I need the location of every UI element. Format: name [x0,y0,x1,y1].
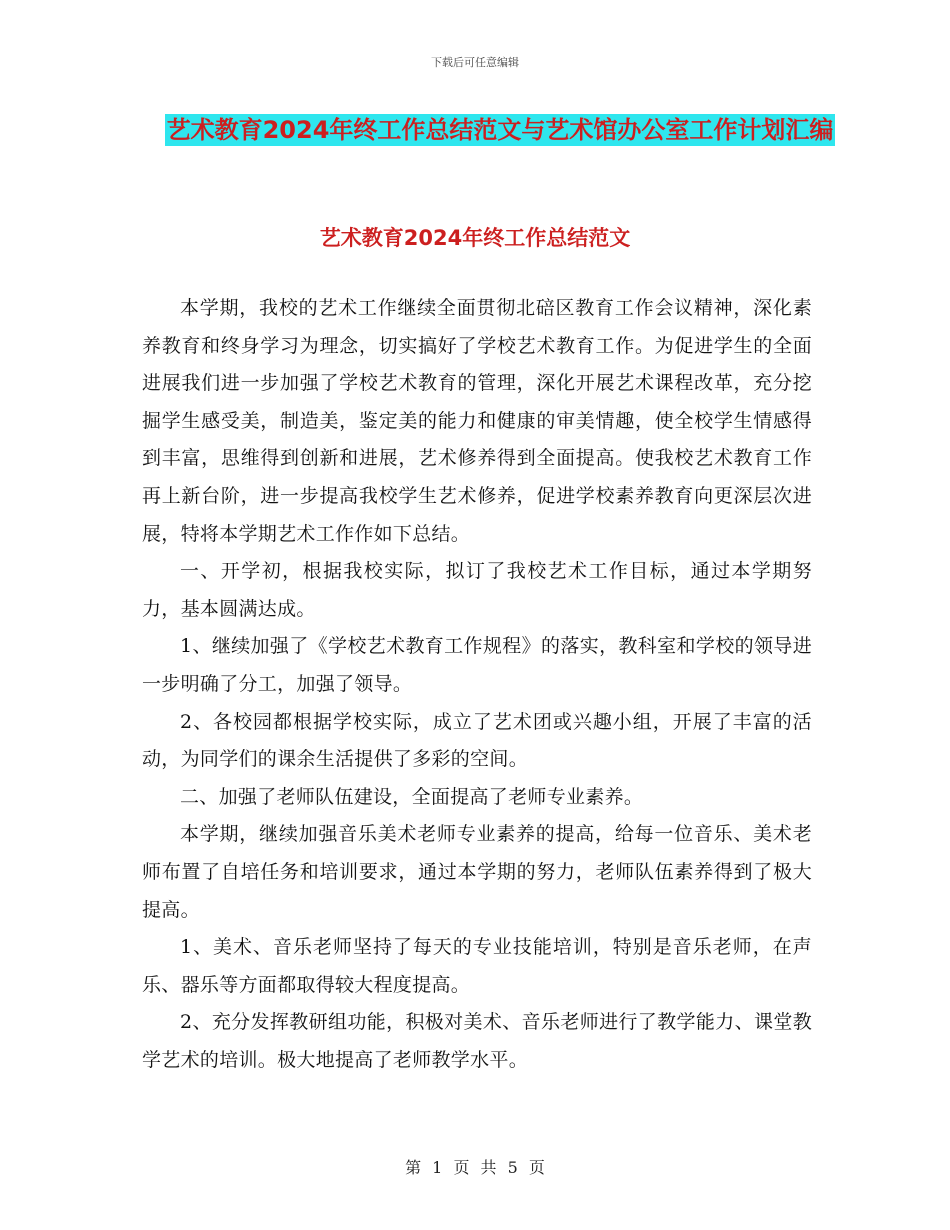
page-number-footer: 第 1 页 共 5 页 [405,1158,545,1177]
header-note: 下载后可任意编辑 [431,56,519,69]
paragraph: 本学期，继续加强音乐美术老师专业素养的提高，给每一位音乐、美术老师布置了自培任务和培训要求，通过本学期的努力，老师队伍素养得到了极大提高。 [142,823,812,921]
paragraph: 一、开学初，根据我校实际，拟订了我校艺术工作目标，通过本学期努力，基本圆满达成。 [142,560,812,620]
document-title [120,110,880,150]
paragraph: 2、各校园都根据学校实际，成立了艺术团或兴趣小组，开展了丰富的活动，为同学们的课余生活提供了多彩的空间。 [142,710,812,771]
paragraph: 1、继续加强了《学校艺术教育工作规程》的落实，教科室和学校的领导进一步明确了分工，加强了领导。 [142,635,812,695]
document-body [142,290,812,1079]
paragraph: 本学期，我校的艺术工作继续全面贯彻北碚区教育工作会议精神，深化素养教育和终身学习为理念，切实搞好了学校艺术教育工作。为促进学生的全面进展我们进一步加强了学校艺术教育的管理，深化开展艺术课程改革，充分挖掘学生感受美，制造美，鉴定美的能力和健康的审美情趣，使全校学生情感得到丰富，思维得到创新和进展，艺术修养得到全面提高。使我校艺术教育工作再上新台阶，进一步提高我校学生艺术修养，促进学校素养教育向更深层次进展，特将本学期艺术工作作如下总结。 [142,297,812,545]
paragraph: 二、加强了老师队伍建设，全面提高了老师专业素养。 [180,785,644,808]
paragraph: 2、充分发挥教研组功能，积极对美术、音乐老师进行了教学能力、课堂教学艺术的培训。极大地提高了老师教学水平。 [142,1011,812,1071]
section-title: 艺术教育2024年终工作总结范文 [319,226,631,250]
paragraph: 1、美术、音乐老师坚持了每天的专业技能培训，特别是音乐老师，在声乐、器乐等方面都取得较大程度提高。 [142,936,812,996]
document-title-text: 艺术教育2024年终工作总结范文与艺术馆办公室工作计划汇编 [166,116,834,144]
